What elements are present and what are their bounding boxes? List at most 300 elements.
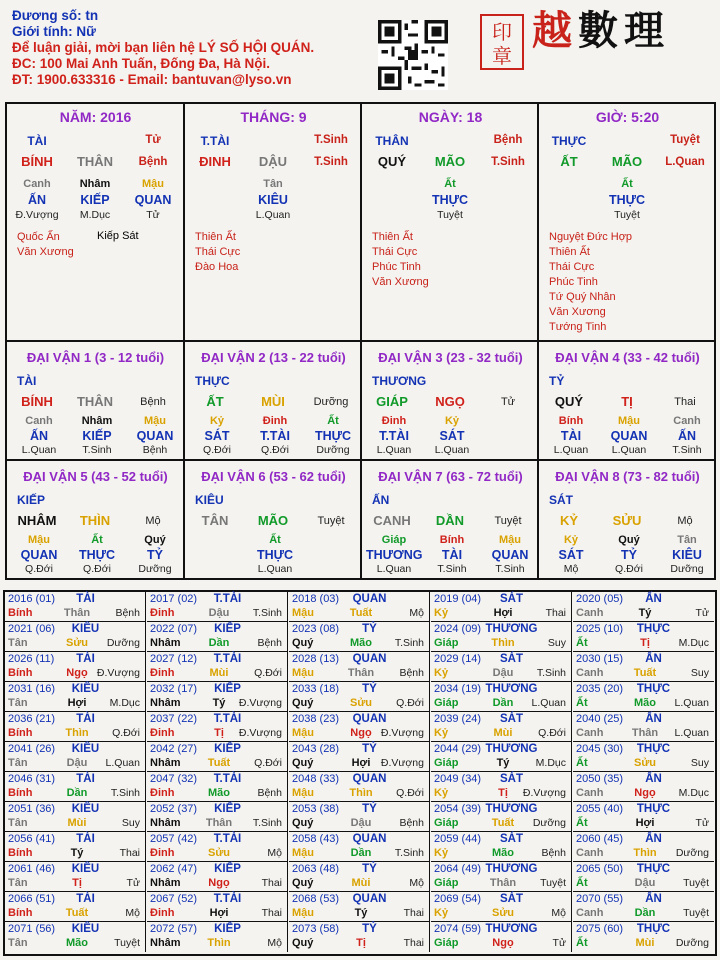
- year-god: KIẾP: [214, 683, 241, 695]
- year-branch: Thìn: [491, 637, 515, 649]
- year-cell: [5, 832, 146, 862]
- year-cell: [5, 772, 146, 802]
- year-stem: Quý: [292, 937, 314, 949]
- luck-god: TÀI: [17, 374, 37, 388]
- luck-hidden-stage: L.Quan: [434, 444, 470, 456]
- year-cell: [147, 892, 288, 922]
- year-cell: [289, 802, 430, 832]
- year-cell: [5, 712, 146, 742]
- year-god: SÁT: [500, 833, 523, 845]
- year-branch: Mùi: [351, 877, 371, 889]
- year-branch: Ngọ: [492, 937, 514, 949]
- year-stage: L.Quan: [105, 757, 140, 769]
- year-branch: Tuất: [633, 667, 657, 679]
- year-label: 2029 (14): [434, 653, 482, 665]
- year-branch: Tý: [212, 697, 226, 709]
- year-stem: Canh: [576, 907, 604, 919]
- year-cell: [431, 832, 572, 862]
- star-extra: Kiếp Sát: [97, 230, 139, 242]
- hidden-stage: Tử: [146, 209, 160, 221]
- luck-stage: Bệnh: [140, 396, 166, 408]
- pillar-cell: [7, 104, 184, 340]
- star-name: Thái Cực: [372, 246, 418, 258]
- luck-hidden-god: ẤN: [29, 429, 49, 443]
- year-god: SÁT: [500, 893, 523, 905]
- year-god: KIẾP: [214, 863, 241, 875]
- star-name: Phúc Tinh: [549, 276, 598, 288]
- year-branch: Dần: [634, 907, 656, 919]
- luck-branch: THÌN: [79, 513, 111, 528]
- year-stem: Nhâm: [150, 877, 181, 889]
- year-cell: [289, 712, 430, 742]
- year-stage: T.Sinh: [252, 817, 282, 829]
- year-god: T.TÀI: [213, 593, 242, 605]
- year-branch: Mão: [66, 937, 88, 949]
- year-god: T.TÀI: [213, 773, 242, 785]
- year-god: TỶ: [362, 863, 377, 875]
- year-stem: Bính: [8, 607, 33, 619]
- luck-stem: TÂN: [201, 513, 229, 528]
- year-branch: Tị: [72, 877, 82, 889]
- pillar-stage: T.Sinh: [314, 156, 348, 168]
- year-branch: Mão: [350, 637, 372, 649]
- year-cell: [147, 742, 288, 772]
- luck-cell: [362, 342, 539, 459]
- year-label: 2054 (39): [434, 803, 482, 815]
- year-god: ẤN: [645, 653, 662, 665]
- year-stem: Kỷ: [434, 607, 449, 619]
- luck-god: KIÊU: [195, 493, 224, 507]
- year-branch: Dần: [208, 637, 230, 649]
- year-stem: Kỷ: [434, 847, 449, 859]
- luck-title: ĐẠI VẬN 3 (23 - 32 tuổi): [378, 350, 523, 365]
- year-stage: M.Dục: [678, 787, 709, 799]
- year-label: 2036 (21): [8, 713, 56, 725]
- year-branch: Thìn: [633, 847, 657, 859]
- luck-hidden-stem: Mậu: [499, 534, 521, 546]
- year-stem: Mậu: [292, 787, 314, 799]
- year-stage: L.Quan: [531, 697, 566, 709]
- year-stem: Đinh: [150, 667, 175, 679]
- year-cell: [573, 922, 714, 952]
- year-stem: Mậu: [292, 667, 314, 679]
- pillar-cell: [185, 104, 362, 340]
- year-stem: Đinh: [150, 727, 175, 739]
- year-god: KIẾP: [214, 623, 241, 635]
- year-god: THỰC: [636, 743, 671, 755]
- year-cell: [147, 712, 288, 742]
- luck-hidden-god: T.TÀI: [260, 429, 290, 443]
- year-stage: Dưỡng: [675, 937, 709, 949]
- year-god: THƯƠNG: [485, 923, 538, 935]
- pillar-title: NGÀY: 18: [418, 109, 483, 125]
- luck-stage: Tuyệt: [494, 515, 522, 527]
- year-cell: [431, 622, 572, 652]
- year-god: QUAN: [352, 713, 387, 725]
- luck-stage: Tử: [500, 396, 516, 408]
- year-branch: Hợi: [635, 817, 655, 829]
- year-stage: Thai: [119, 847, 140, 859]
- year-label: 2040 (25): [576, 713, 624, 725]
- luck-hidden-stem: Bính: [439, 534, 465, 546]
- year-branch: Hợi: [67, 697, 87, 709]
- year-god: TÀI: [76, 593, 95, 605]
- star-name: Phúc Tinh: [372, 261, 421, 273]
- year-god: SÁT: [500, 593, 523, 605]
- luck-hidden-stem: Canh: [25, 415, 53, 427]
- year-stem: Đinh: [150, 787, 175, 799]
- year-stage: T.Sinh: [394, 637, 424, 649]
- year-stem: Giáp: [434, 937, 459, 949]
- luck-title: ĐẠI VẬN 7 (63 - 72 tuổi): [378, 469, 523, 484]
- year-label: 2048 (33): [292, 773, 340, 785]
- year-branch: Dậu: [492, 667, 514, 679]
- year-cell: [573, 622, 714, 652]
- year-stage: Mộ: [409, 877, 424, 889]
- year-stem: Quý: [292, 817, 314, 829]
- year-god: THỰC: [636, 683, 671, 695]
- year-label: 2065 (50): [576, 863, 624, 875]
- year-stage: L.Quan: [674, 727, 709, 739]
- year-stem: Ất: [576, 937, 588, 949]
- year-cell: [431, 742, 572, 772]
- year-god: THỰC: [636, 623, 671, 635]
- year-label: 2021 (06): [8, 623, 56, 635]
- year-stem: Canh: [576, 667, 604, 679]
- year-label: 2041 (26): [8, 743, 56, 755]
- year-stage: Bệnh: [257, 637, 282, 649]
- year-label: 2033 (18): [292, 683, 340, 695]
- star-name: Đào Hoa: [195, 261, 239, 273]
- year-label: 2055 (40): [576, 803, 624, 815]
- year-stage: M.Dục: [109, 697, 140, 709]
- year-stem: Nhâm: [150, 757, 181, 769]
- year-cell: [431, 862, 572, 892]
- year-god: KIÊU: [71, 863, 100, 875]
- luck-hidden-stage: Q.Đới: [83, 563, 111, 575]
- year-branch: Hợi: [209, 907, 229, 919]
- year-god: QUAN: [352, 653, 387, 665]
- year-stage: Thai: [261, 907, 282, 919]
- year-god: KIÊU: [71, 923, 100, 935]
- luck-stem: BÍNH: [21, 394, 53, 409]
- luck-hidden-stage: L.Quan: [553, 444, 589, 456]
- luck-god: TỶ: [549, 374, 565, 388]
- year-cell: [147, 862, 288, 892]
- year-god: KIẾP: [214, 803, 241, 815]
- year-stem: Tân: [8, 697, 28, 709]
- hidden-stem: Nhâm: [79, 178, 111, 190]
- luck-branch: NGỌ: [435, 394, 465, 409]
- luck-hidden-stem: Canh: [673, 415, 701, 427]
- year-cell: [289, 622, 430, 652]
- luck-hidden-stem: Ất: [269, 534, 281, 546]
- year-stem: Canh: [576, 607, 604, 619]
- luck-hidden-god: QUAN: [610, 429, 648, 443]
- year-label: 2052 (37): [150, 803, 198, 815]
- luck-cell: [7, 461, 184, 578]
- heavenly-stem: BÍNH: [21, 154, 53, 169]
- year-god: QUAN: [352, 833, 387, 845]
- year-branch: Thân: [347, 667, 375, 679]
- luck-hidden-stage: Dưỡng: [316, 444, 350, 456]
- qr-code: [378, 20, 448, 90]
- year-god: TỶ: [362, 743, 377, 755]
- year-label: 2062 (47): [150, 863, 198, 875]
- luck-hidden-stem: Đinh: [381, 415, 407, 427]
- year-cell: [431, 682, 572, 712]
- year-label: 2046 (31): [8, 773, 56, 785]
- year-label: 2025 (10): [576, 623, 624, 635]
- contact-note: Để luận giải, mời bạn liên hệ LÝ SỐ HỘI QUÁN.: [12, 40, 315, 55]
- year-branch: Tuất: [349, 607, 373, 619]
- year-branch: Dậu: [208, 607, 230, 619]
- luck-hidden-stem: Tân: [677, 534, 697, 546]
- luck-hidden-stem: Mậu: [618, 415, 640, 427]
- luck-hidden-stem: Mậu: [28, 534, 50, 546]
- year-stage: Bệnh: [115, 607, 140, 619]
- year-stage: M.Dục: [535, 757, 566, 769]
- luck-hidden-god: TÀI: [441, 548, 463, 562]
- owner-name: Đương số: tn: [12, 8, 99, 23]
- year-label: 2020 (05): [576, 593, 624, 605]
- luck-branch: THÂN: [76, 394, 114, 409]
- year-label: 2064 (49): [434, 863, 482, 875]
- year-stem: Giáp: [434, 817, 459, 829]
- year-stage: Tử: [695, 607, 709, 619]
- year-stage: Đ.Vượng: [238, 697, 282, 709]
- luck-hidden-stage: L.Quan: [611, 444, 647, 456]
- luck-branch: MÙI: [261, 394, 285, 409]
- luck-hidden-god: KIẾP: [82, 429, 112, 443]
- year-branch: Sửu: [349, 697, 373, 709]
- year-god: T.TÀI: [213, 833, 242, 845]
- luck-stem: KỶ: [559, 513, 579, 528]
- year-stem: Nhâm: [150, 697, 181, 709]
- year-label: 2068 (53): [292, 893, 340, 905]
- luck-stem: GIÁP: [376, 394, 408, 409]
- year-label: 2049 (34): [434, 773, 482, 785]
- year-stage: Đ.Vượng: [238, 727, 282, 739]
- year-stem: Bính: [8, 907, 33, 919]
- year-god: THỰC: [636, 803, 671, 815]
- year-label: 2035 (20): [576, 683, 624, 695]
- year-stage: Bệnh: [399, 667, 424, 679]
- star-name: Tướng Tinh: [549, 321, 607, 333]
- year-stage: Dưỡng: [532, 817, 566, 829]
- luck-hidden-stem: Nhâm: [81, 415, 113, 427]
- year-stem: Nhâm: [150, 637, 181, 649]
- year-stage: Suy: [121, 817, 140, 829]
- year-cell: [5, 682, 146, 712]
- year-stem: Mậu: [292, 907, 314, 919]
- year-god: TÀI: [76, 893, 95, 905]
- pillar-stage: T.Sinh: [491, 156, 525, 168]
- year-cell: [431, 892, 572, 922]
- year-branch: Dậu: [634, 877, 656, 889]
- hidden-god: THỰC: [608, 193, 646, 207]
- year-stage: M.Dục: [678, 637, 709, 649]
- year-cell: [289, 592, 430, 622]
- star-name: Thiên Ất: [549, 246, 590, 258]
- heavenly-stem: ẤT: [560, 154, 578, 169]
- year-stem: Mậu: [292, 727, 314, 739]
- year-stage: Suy: [547, 637, 566, 649]
- year-god: ẤN: [645, 893, 662, 905]
- hidden-stem: Tân: [263, 178, 283, 190]
- year-branch: Dần: [492, 697, 514, 709]
- year-stem: Canh: [576, 847, 604, 859]
- year-cell: [289, 682, 430, 712]
- year-branch: Sửu: [491, 907, 515, 919]
- year-stem: Kỷ: [434, 787, 449, 799]
- year-stem: Mậu: [292, 847, 314, 859]
- luck-hidden-stem: Mậu: [144, 415, 166, 427]
- year-stage: Thai: [545, 607, 566, 619]
- year-god: KIẾP: [214, 923, 241, 935]
- year-label: 2045 (30): [576, 743, 624, 755]
- year-stem: Quý: [292, 697, 314, 709]
- year-stage: Mộ: [125, 907, 140, 919]
- year-cell: [573, 742, 714, 772]
- year-god: TỶ: [362, 923, 377, 935]
- header-info: [12, 8, 362, 88]
- luck-god: THỰC: [195, 374, 230, 388]
- luck-god: ẤN: [372, 493, 390, 507]
- year-stem: Canh: [576, 787, 604, 799]
- year-cell: [5, 892, 146, 922]
- year-god: SÁT: [500, 773, 523, 785]
- luck-hidden-stage: Dưỡng: [138, 563, 172, 575]
- luck-stem: CANH: [373, 513, 411, 528]
- year-stage: Thai: [403, 937, 424, 949]
- year-cell: [573, 862, 714, 892]
- contact-phone-email: ĐT: 1900.633316 - Email: bantuvan@lyso.vn: [12, 72, 292, 87]
- year-stage: Tuyệt: [114, 937, 140, 949]
- luck-branch: DẦN: [435, 513, 465, 528]
- pillar-top: TÀI: [27, 134, 47, 148]
- year-label: 2016 (01): [8, 593, 56, 605]
- year-stem: Tân: [8, 877, 28, 889]
- luck-hidden-stem: Bính: [558, 415, 584, 427]
- year-label: 2038 (23): [292, 713, 340, 725]
- year-branch: Mùi: [209, 667, 229, 679]
- year-stem: Bính: [8, 847, 33, 859]
- year-cell: [5, 802, 146, 832]
- year-stage: Tử: [126, 877, 140, 889]
- year-god: THỰC: [636, 923, 671, 935]
- year-stage: Tử: [695, 817, 709, 829]
- year-cell: [431, 802, 572, 832]
- year-stage: Đ.Vượng: [380, 727, 424, 739]
- year-label: 2063 (48): [292, 863, 340, 875]
- year-stem: Kỷ: [434, 907, 449, 919]
- year-stage: Đ.Vượng: [522, 787, 566, 799]
- hidden-stage: Tuyệt: [614, 209, 640, 221]
- year-cell: [147, 652, 288, 682]
- luck-god: SÁT: [549, 493, 573, 507]
- year-branch: Tý: [354, 907, 368, 919]
- earthly-branch: MÃO: [611, 154, 643, 169]
- year-cell: [147, 802, 288, 832]
- luck-hidden-stage: T.Sinh: [437, 563, 467, 575]
- year-stage: Tuyệt: [683, 907, 709, 919]
- pillar-top: Tuyệt: [670, 134, 700, 146]
- year-cell: [431, 592, 572, 622]
- luck-god: THƯƠNG: [372, 374, 427, 388]
- year-stem: Giáp: [434, 757, 459, 769]
- year-god: QUAN: [352, 773, 387, 785]
- pillar-top: T.TÀI: [200, 134, 230, 148]
- year-stage: Mộ: [267, 847, 282, 859]
- year-cell: [431, 712, 572, 742]
- luck-branch: SỬU: [612, 513, 642, 528]
- year-cell: [147, 832, 288, 862]
- year-god: THƯƠNG: [485, 863, 538, 875]
- luck-stage: Mộ: [677, 515, 693, 527]
- year-label: 2043 (28): [292, 743, 340, 755]
- year-cell: [573, 592, 714, 622]
- luck-cell: [362, 461, 539, 578]
- star-name: Thái Cực: [549, 261, 595, 273]
- luck-cell: [539, 461, 716, 578]
- year-stage: L.Quan: [674, 697, 709, 709]
- hidden-god: QUAN: [134, 193, 172, 207]
- year-branch: Sửu: [207, 847, 231, 859]
- luck-hidden-stem: Ất: [91, 534, 103, 546]
- luck-hidden-god: THỰC: [256, 548, 294, 562]
- luck-hidden-stage: T.Sinh: [82, 444, 112, 456]
- year-stem: Tân: [8, 937, 28, 949]
- luck-hidden-god: SÁT: [439, 429, 465, 443]
- year-stem: Ất: [576, 757, 588, 769]
- hidden-stem: Mậu: [142, 178, 164, 190]
- year-branch: Thìn: [65, 727, 89, 739]
- year-label: 2027 (12): [150, 653, 198, 665]
- year-label: 2024 (09): [434, 623, 482, 635]
- year-branch: Tị: [640, 637, 650, 649]
- year-label: 2069 (54): [434, 893, 482, 905]
- year-label: 2017 (02): [150, 593, 198, 605]
- luck-title: ĐẠI VẬN 4 (33 - 42 tuổi): [555, 350, 700, 365]
- year-branch: Tị: [498, 787, 508, 799]
- year-cell: [573, 652, 714, 682]
- star-name: Văn Xương: [372, 276, 429, 288]
- year-branch: Dần: [350, 847, 372, 859]
- luck-hidden-god: QUAN: [136, 429, 174, 443]
- year-cell: [431, 922, 572, 952]
- year-branch: Mùi: [493, 727, 513, 739]
- year-label: 2056 (41): [8, 833, 56, 845]
- year-branch: Thân: [63, 607, 91, 619]
- luck-hidden-god: THỰC: [314, 429, 352, 443]
- earthly-branch: DẬU: [258, 154, 288, 169]
- year-branch: Ngọ: [66, 667, 88, 679]
- year-branch: Tuất: [491, 817, 515, 829]
- year-stem: Kỷ: [434, 727, 449, 739]
- luck-branch: MÃO: [257, 513, 289, 528]
- year-label: 2026 (11): [8, 653, 55, 665]
- hidden-stem: Canh: [23, 178, 51, 190]
- luck-hidden-stage: Mộ: [563, 563, 579, 575]
- year-cell: [431, 652, 572, 682]
- year-stage: Q.Đới: [396, 787, 424, 799]
- year-branch: Hợi: [351, 757, 371, 769]
- luck-hidden-stage: L.Quan: [21, 444, 57, 456]
- year-cell: [573, 892, 714, 922]
- luck-cell: [539, 342, 716, 459]
- year-label: 2042 (27): [150, 743, 198, 755]
